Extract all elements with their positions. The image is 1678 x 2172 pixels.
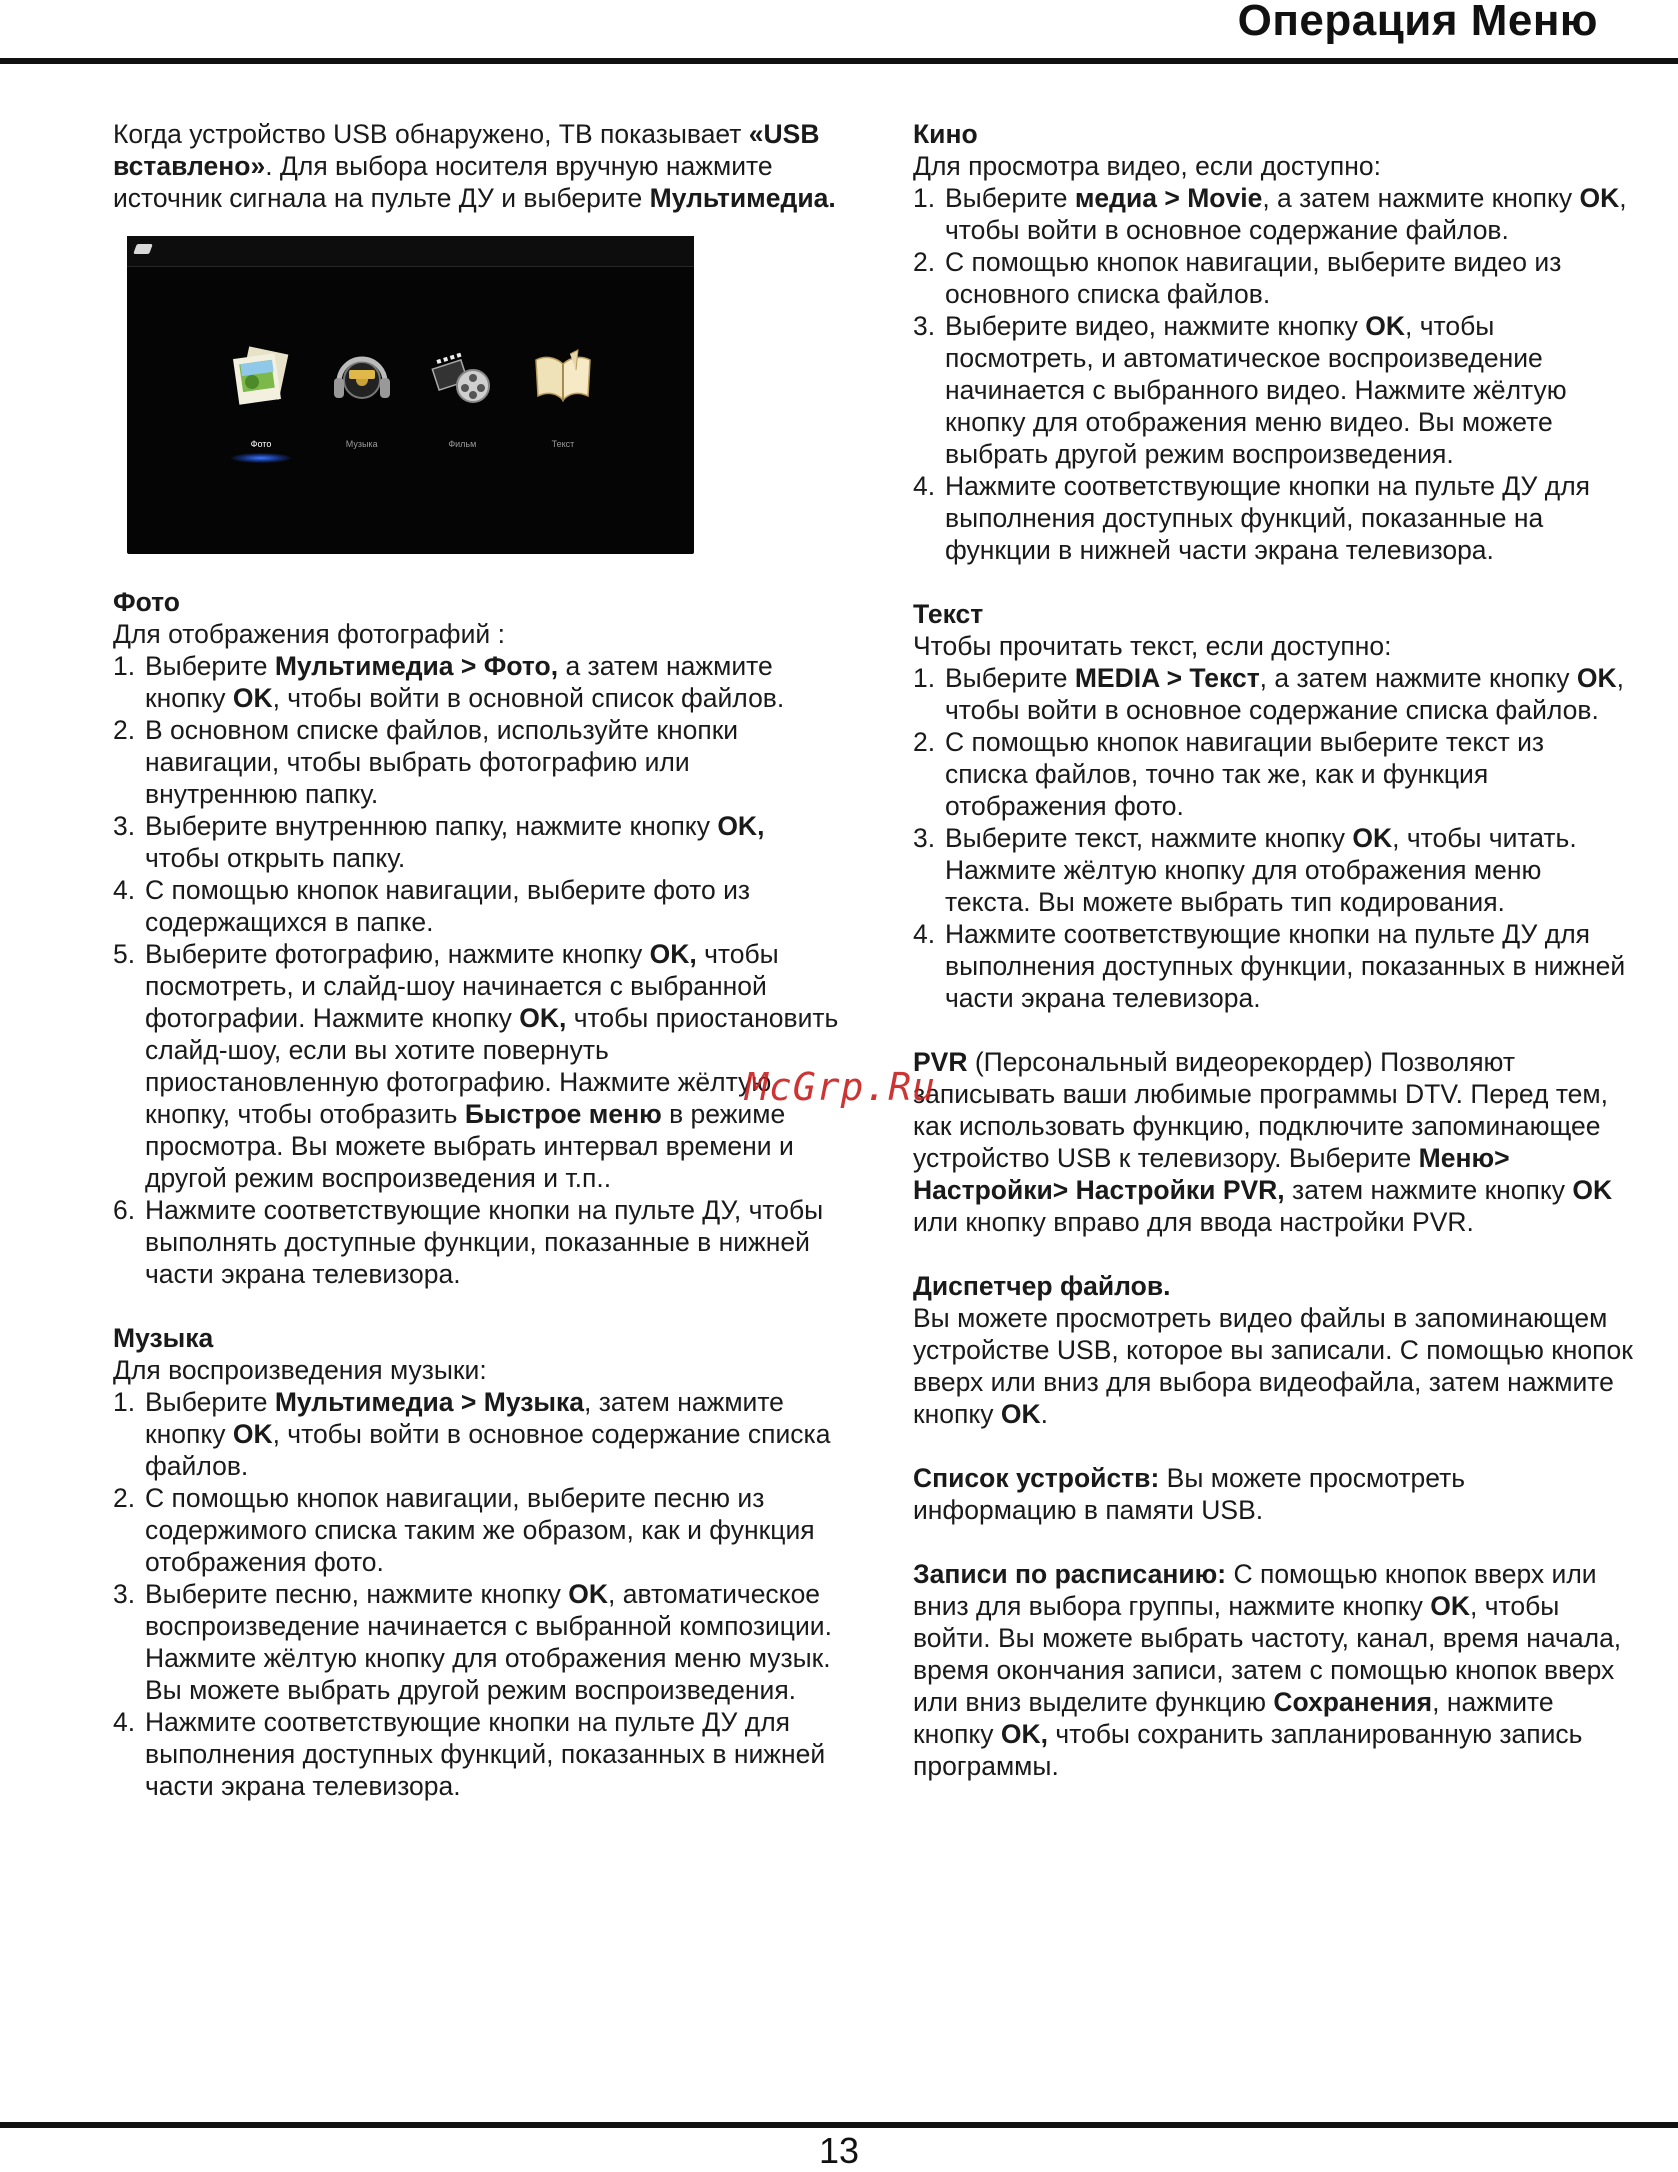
film-reel-icon (429, 344, 495, 410)
tv-app-photo (222, 344, 300, 463)
list-item (113, 1706, 843, 1802)
section-title-text: Текст (913, 599, 984, 629)
spacer (913, 566, 1633, 598)
photo-lead: Для отображения фотографий : (113, 619, 505, 649)
step-text: Выберите (945, 663, 1075, 693)
step-text: В основном списке файлов, используйте кнопки навигации, чтобы выбрать фотографию или внутреннюю папку. (145, 715, 739, 809)
step-text: чтобы приостановить слайд-шоу, если вы хотите повернуть приостановленную фотографию. Нажмите жёлтую кнопку, чтобы отобразить (145, 1003, 839, 1129)
step-text: Выберите фотографию, нажмите кнопку (145, 939, 650, 969)
list-number: 5. (113, 939, 136, 969)
section-title-photo: Фото (113, 587, 180, 617)
list-item (113, 1194, 843, 1290)
step-text: , чтобы войти в основное содержание списка файлов. (145, 1419, 831, 1481)
header-divider (0, 58, 1678, 64)
list-number: 2. (113, 1483, 136, 1513)
tv-app-music (323, 344, 401, 463)
step-text: чтобы посмотреть, и слайд-шоу начинается с выбранной фотографии. Нажмите кнопку (145, 939, 779, 1033)
step-bold: OK (1579, 183, 1620, 213)
file-manager-text: . (1040, 1399, 1048, 1429)
spacer (913, 1526, 1633, 1558)
pvr-text: (Персональный видеорекордер) Позволяют записывать ваши любимые программы DTV. Перед тем, как использовать функцию, подключите запоминающее устройство USB к телевизору. Выберите (913, 1047, 1608, 1173)
pvr-paragraph (913, 1046, 1633, 1238)
photo-icon (228, 344, 294, 410)
section-title-movie: Кино (913, 119, 978, 149)
music-lead: Для воспроизведения музыки: (113, 1355, 487, 1385)
spacer (913, 1014, 1633, 1046)
tv-app-text (524, 344, 602, 463)
schedule-bold: Записи по расписанию: (913, 1559, 1227, 1589)
list-number: 1. (113, 651, 136, 681)
list-number: 2. (913, 247, 936, 277)
step-bold: OK (1576, 663, 1617, 693)
step-text: , чтобы посмотреть, и автоматическое воспроизведение начинается с выбранного видео. Нажмите жёлтую кнопку для отображения меню видео. Вы можете выбрать другой режим воспроизведения. (945, 311, 1567, 469)
list-number: 6. (113, 1195, 136, 1225)
intro-bold-usb: «USB вставлено» (113, 119, 820, 181)
list-item (113, 938, 843, 1194)
list-item (913, 310, 1633, 470)
step-text: , автоматическое воспроизведение начинается с выбранной композиции. Нажмите жёлтую кнопку для отображения меню музык. Вы можете выбрать другой режим воспроизведения. (145, 1579, 832, 1705)
schedule-paragraph (913, 1558, 1633, 1782)
step-text: чтобы открыть папку. (145, 843, 406, 873)
step-text: а затем нажмите кнопку (145, 651, 773, 713)
step-text: , затем нажмите кнопку (145, 1387, 784, 1449)
list-number: 1. (913, 183, 936, 213)
page-title: Операция Меню (1237, 0, 1598, 45)
usb-icon (133, 244, 153, 254)
step-bold: OK (232, 683, 273, 713)
step-text: , чтобы войти в основной список файлов. (272, 683, 785, 713)
list-item (113, 874, 843, 938)
step-bold: OK (232, 1419, 273, 1449)
list-number: 1. (113, 1387, 136, 1417)
page-number: 13 (818, 2130, 860, 2171)
tv-app-label-photo: Фото (250, 439, 272, 449)
step-bold: OK, (519, 1003, 567, 1033)
list-number: 4. (913, 471, 936, 501)
section-title-file-manager: Диспетчер файлов. (913, 1271, 1171, 1301)
watermark-text: McGrp.Ru (745, 1065, 937, 1109)
list-item (913, 918, 1633, 1014)
pvr-bold: Меню> Настройки> Настройки PVR, (913, 1143, 1510, 1205)
right-column (913, 118, 1633, 1782)
step-text: С помощью кнопок навигации выберите текст из списка файлов, точно так же, как и функция отображения фото. (945, 727, 1545, 821)
step-text: С помощью кнопок навигации, выберите фото из содержащихся в папке. (145, 875, 751, 937)
step-bold: медиа > Movie (1074, 183, 1263, 213)
intro-bold-multimedia: Мультимедиа. (649, 183, 836, 213)
list-item (113, 1482, 843, 1578)
step-text: Выберите (145, 1387, 275, 1417)
list-item (113, 1386, 843, 1482)
text-steps-list (913, 662, 1633, 1014)
list-item (913, 246, 1633, 310)
tv-app-label-music: Музыка (345, 439, 378, 449)
step-text: Нажмите соответствующие кнопки на пульте ДУ для выполнения доступных функций, показанных в нижней части экрана телевизора. (145, 1707, 826, 1801)
device-list-bold: Список устройств: (913, 1463, 1160, 1493)
pvr-bold: PVR (913, 1047, 968, 1077)
spacer (113, 554, 843, 586)
list-item (913, 470, 1633, 566)
tv-top-bar (127, 236, 694, 267)
list-item (913, 822, 1633, 918)
pvr-text: или кнопку вправо для ввода настройки PVR. (913, 1207, 1474, 1237)
schedule-text: С помощью кнопок вверх или вниз для выбора группы, нажмите кнопку (913, 1559, 1597, 1621)
schedule-text: чтобы сохранить запланированную запись программы. (913, 1719, 1583, 1781)
list-item (913, 182, 1633, 246)
list-number: 4. (913, 919, 936, 949)
photo-steps-list (113, 650, 843, 1290)
file-manager-text: Вы можете просмотреть видео файлы в запоминающем устройстве USB, которое вы записали. С помощью кнопок вверх или вниз для выбора видеофайла, затем нажмите кнопку (913, 1303, 1633, 1429)
step-text: , чтобы войти в основное содержание файлов. (945, 183, 1627, 245)
list-number: 3. (913, 311, 936, 341)
list-number: 4. (113, 1707, 136, 1737)
schedule-text: , нажмите кнопку (913, 1687, 1554, 1749)
file-manager-bold: OK (1000, 1399, 1041, 1429)
step-bold: OK (1365, 311, 1405, 341)
list-number: 3. (113, 1579, 136, 1609)
step-text: , чтобы войти в основное содержание списка файлов. (945, 663, 1624, 725)
step-bold: MEDIA > Текст (1074, 663, 1260, 693)
movie-lead: Для просмотра видео, если доступно: (913, 151, 1381, 181)
tv-app-movie (423, 344, 501, 463)
headphones-music-icon (329, 344, 395, 410)
list-item (113, 714, 843, 810)
schedule-bold: OK, (1000, 1719, 1048, 1749)
step-text: С помощью кнопок навигации, выберите песню из содержимого списка таким же образом, как и функция отображения фото. (145, 1483, 815, 1577)
list-number: 2. (913, 727, 936, 757)
device-list-paragraph (913, 1462, 1633, 1526)
intro-text-2: . Для выбора носителя вручную нажмите источник сигнала на пульте ДУ и выберите (113, 151, 773, 213)
device-list-text: Вы можете просмотреть информацию в памяти USB. (913, 1463, 1466, 1525)
selection-highlight (231, 453, 291, 463)
schedule-bold: Сохранения (1273, 1687, 1433, 1717)
step-text: , чтобы читать. Нажмите жёлтую кнопку для отображения меню текста. Вы можете выбрать тип кодирования. (945, 823, 1577, 917)
step-bold: Быстрое меню (464, 1099, 662, 1129)
step-text: Выберите (945, 183, 1075, 213)
schedule-bold: OK (1430, 1591, 1471, 1621)
step-text: , а затем нажмите кнопку (1262, 183, 1580, 213)
step-text: Выберите текст, нажмите кнопку (945, 823, 1353, 853)
book-icon (530, 344, 596, 410)
list-number: 3. (113, 811, 136, 841)
footer-divider (0, 2122, 1678, 2128)
music-steps-list (113, 1386, 843, 1802)
step-bold: OK (1352, 823, 1393, 853)
file-manager-paragraph (913, 1302, 1633, 1430)
spacer (113, 1290, 843, 1322)
text-lead: Чтобы прочитать текст, если доступно: (913, 631, 1392, 661)
list-number: 1. (913, 663, 936, 693)
intro-paragraph (113, 118, 843, 214)
list-item (113, 810, 843, 874)
step-text: Выберите внутреннюю папку, нажмите кнопку (145, 811, 718, 841)
intro-text-1: Когда устройство USB обнаружено, ТВ показывает (113, 119, 749, 149)
movie-steps-list (913, 182, 1633, 566)
step-bold: Мультимедиа > Музыка (274, 1387, 585, 1417)
step-bold: OK, (717, 811, 765, 841)
list-item (913, 726, 1633, 822)
spacer (913, 1430, 1633, 1462)
left-column (113, 118, 843, 1802)
pvr-text: затем нажмите кнопку (1284, 1175, 1573, 1205)
step-text: Выберите видео, нажмите кнопку (945, 311, 1366, 341)
step-text: Выберите песню, нажмите кнопку (145, 1579, 569, 1609)
step-bold: Мультимедиа > Фото, (274, 651, 559, 681)
step-bold: OK, (649, 939, 697, 969)
tv-app-label-movie: Фильм (448, 439, 477, 449)
step-bold: OK (568, 1579, 609, 1609)
list-number: 3. (913, 823, 936, 853)
step-text: Нажмите соответствующие кнопки на пульте ДУ для выполнения доступных функции, показанных в нижней части экрана телевизора. (945, 919, 1626, 1013)
list-number: 2. (113, 715, 136, 745)
tv-app-row (222, 344, 602, 463)
list-item (113, 650, 843, 714)
step-text: С помощью кнопок навигации, выберите видео из основного списка файлов. (945, 247, 1562, 309)
spacer (913, 1238, 1633, 1270)
schedule-text: , чтобы войти. Вы можете выбрать частоту, канал, время начала, время окончания записи, затем с помощью кнопок вверх или вниз выделите функцию (913, 1591, 1622, 1717)
pvr-bold: OK (1572, 1175, 1613, 1205)
step-text: Нажмите соответствующие кнопки на пульте ДУ для выполнения доступных функций, показанные на функции в нижней части экрана телевизора. (945, 471, 1591, 565)
step-text: в режиме просмотра. Вы можете выбрать интервал времени и другой режим воспроизведения и т.п.. (145, 1099, 794, 1193)
section-title-music: Музыка (113, 1323, 214, 1353)
list-number: 4. (113, 875, 136, 905)
step-text: Нажмите соответствующие кнопки на пульте ДУ, чтобы выполнять доступные функции, показанные в нижней части экрана телевизора. (145, 1195, 824, 1289)
list-item (913, 662, 1633, 726)
step-text: Выберите (145, 651, 275, 681)
step-text: , а затем нажмите кнопку (1259, 663, 1577, 693)
tv-multimedia-screenshot (127, 236, 694, 554)
list-item (113, 1578, 843, 1706)
tv-app-label-text: Текст (551, 439, 575, 449)
